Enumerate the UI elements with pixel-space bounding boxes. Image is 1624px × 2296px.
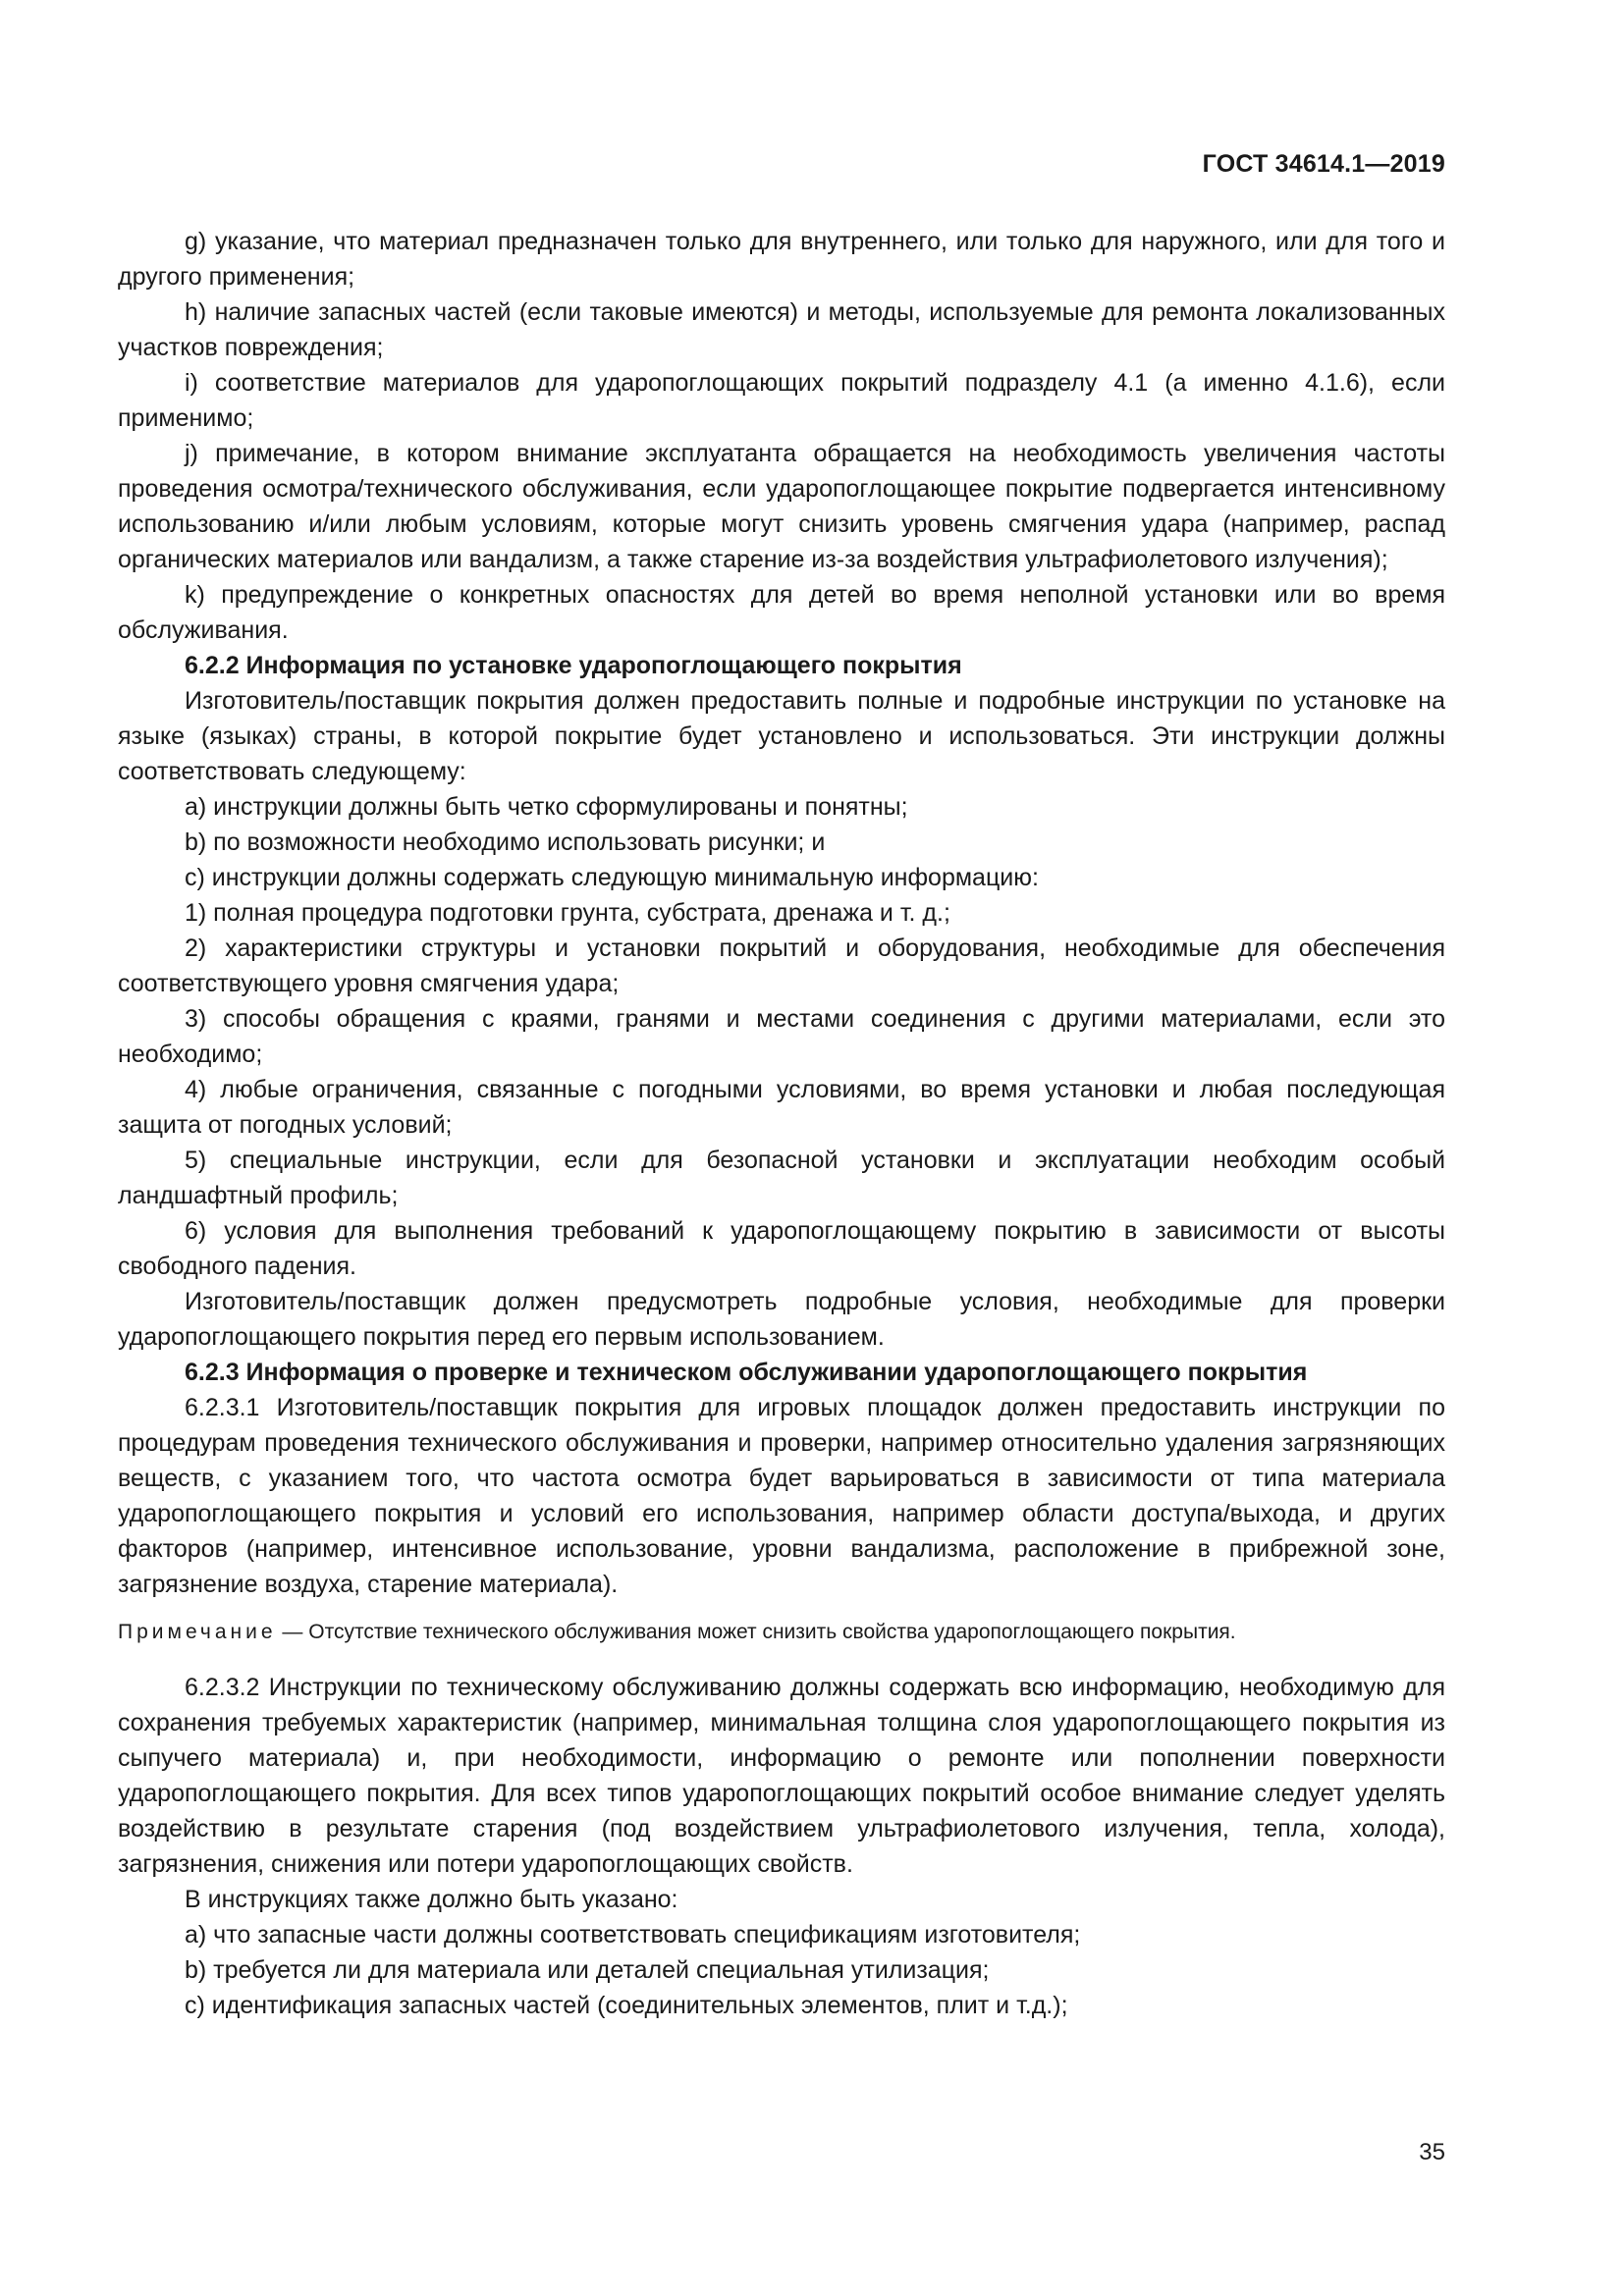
note — [118, 1616, 1445, 1648]
paragraph: В инструкциях также должно быть указано: — [185, 1886, 678, 1913]
list-item-6: 6) условия для выполнения требований к ударопоглощающему покрытию в зависимости от высоты свободного падения. — [118, 1217, 1445, 1280]
paragraph-6-2-3-1: 6.2.3.1 Изготовитель/поставщик покрытия для игровых площадок должен предоставить инструкции по процедурам проведения технического обслуживания и проверки, например относительно удаления загрязняющих веществ, с указанием того, что частота осмотра будет варьироваться в зависимости от типа материала ударопоглощающего покрытия и условий его использования, например области доступа/выхода, и других факторов (например, интенсивное использование, уровни вандализма, расположение в прибрежной зоне, загрязнение воздуха, старение материала). — [118, 1394, 1445, 1598]
list-item-3: 3) способы обращения с краями, гранями и местами соединения с другими материалами, если это необходимо; — [118, 1005, 1445, 1068]
standard-code-header: ГОСТ 34614.1—2019 — [1202, 150, 1445, 178]
list-item-g: g) указание, что материал предназначен только для внутреннего, или только для наружного, или для того и другого применения; — [118, 228, 1445, 291]
list-item-a: a) что запасные части должны соответствовать спецификациям изготовителя; — [185, 1921, 1081, 1949]
list-item-a: a) инструкции должны быть четко сформулированы и понятны; — [185, 793, 908, 821]
section-heading-6-2-3: 6.2.3 Информация о проверке и техническом обслуживании ударопоглощающего покрытия — [185, 1359, 1308, 1386]
paragraph: Изготовитель/поставщик покрытия должен предоставить полные и подробные инструкции по установке на языке (языках) страны, в которой покрытие будет установлено и использоваться. Эти инструкции должны соответствовать следующему: — [118, 687, 1445, 785]
list-item-2: 2) характеристики структуры и установки покрытий и оборудования, необходимые для обеспечения соответствующего уровня смягчения удара; — [118, 934, 1445, 997]
paragraph: Изготовитель/поставщик должен предусмотреть подробные условия, необходимые для проверки ударопоглощающего покрытия перед его первым использованием. — [118, 1288, 1445, 1351]
list-item-5: 5) специальные инструкции, если для безопасной установки и эксплуатации необходим особый ландшафтный профиль; — [118, 1147, 1445, 1209]
list-item-4: 4) любые ограничения, связанные с погодными условиями, во время установки и любая последующая защита от погодных условий; — [118, 1076, 1445, 1139]
list-item-1: 1) полная процедура подготовки грунта, субстрата, дренажа и т. д.; — [185, 899, 950, 927]
document-body — [118, 224, 1445, 2023]
list-item-c: c) инструкции должны содержать следующую минимальную информацию: — [185, 864, 1039, 891]
section-heading-6-2-2: 6.2.2 Информация по установке ударопоглощающего покрытия — [185, 652, 962, 679]
list-item-b: b) по возможности необходимо использовать рисунки; и — [185, 828, 826, 856]
list-item-h: h) наличие запасных частей (если таковые имеются) и методы, используемые для ремонта локализованных участков повреждения; — [118, 298, 1445, 361]
page-number: 35 — [1419, 2139, 1445, 2165]
list-item-i: i) соответствие материалов для ударопоглощающих покрытий подразделу 4.1 (а именно 4.1.6), если применимо; — [118, 369, 1445, 432]
paragraph-6-2-3-2: 6.2.3.2 Инструкции по техническому обслуживанию должны содержать всю информацию, необходимую для сохранения требуемых характеристик (например, минимальная толщина слоя ударопоглощающего покрытия из сыпучего материала) и, при необходимости, информацию о ремонте или пополнении поверхности ударопоглощающего покрытия. Для всех типов ударопоглощающих покрытий особое внимание следует уделять воздействию в результате старения (под воздействием ультрафиолетового излучения, тепла, холода), загрязнения, снижения или потери ударопоглощающих свойств. — [118, 1674, 1445, 1878]
list-item-b: b) требуется ли для материала или деталей специальная утилизация; — [185, 1956, 990, 1984]
note-text: — Отсутствие технического обслуживания может снизить свойства ударопоглощающего покрытия. — [276, 1621, 1236, 1643]
list-item-j: j) примечание, в котором внимание эксплуатанта обращается на необходимость увеличения частоты проведения осмотра/технического обслуживания, если ударопоглощающее покрытие подвергается интенсивному использованию и/или любым условиям, которые могут снизить уровень смягчения удара (например, распад органических материалов или вандализм, а также старение из-за воздействия ультрафиолетового излучения); — [118, 440, 1445, 573]
list-item-c: c) идентификация запасных частей (соединительных элементов, плит и т.д.); — [185, 1992, 1068, 2019]
list-item-k: k) предупреждение о конкретных опасностях для детей во время неполной установки или во время обслуживания. — [118, 581, 1445, 644]
note-label: Примечание — [118, 1621, 277, 1643]
